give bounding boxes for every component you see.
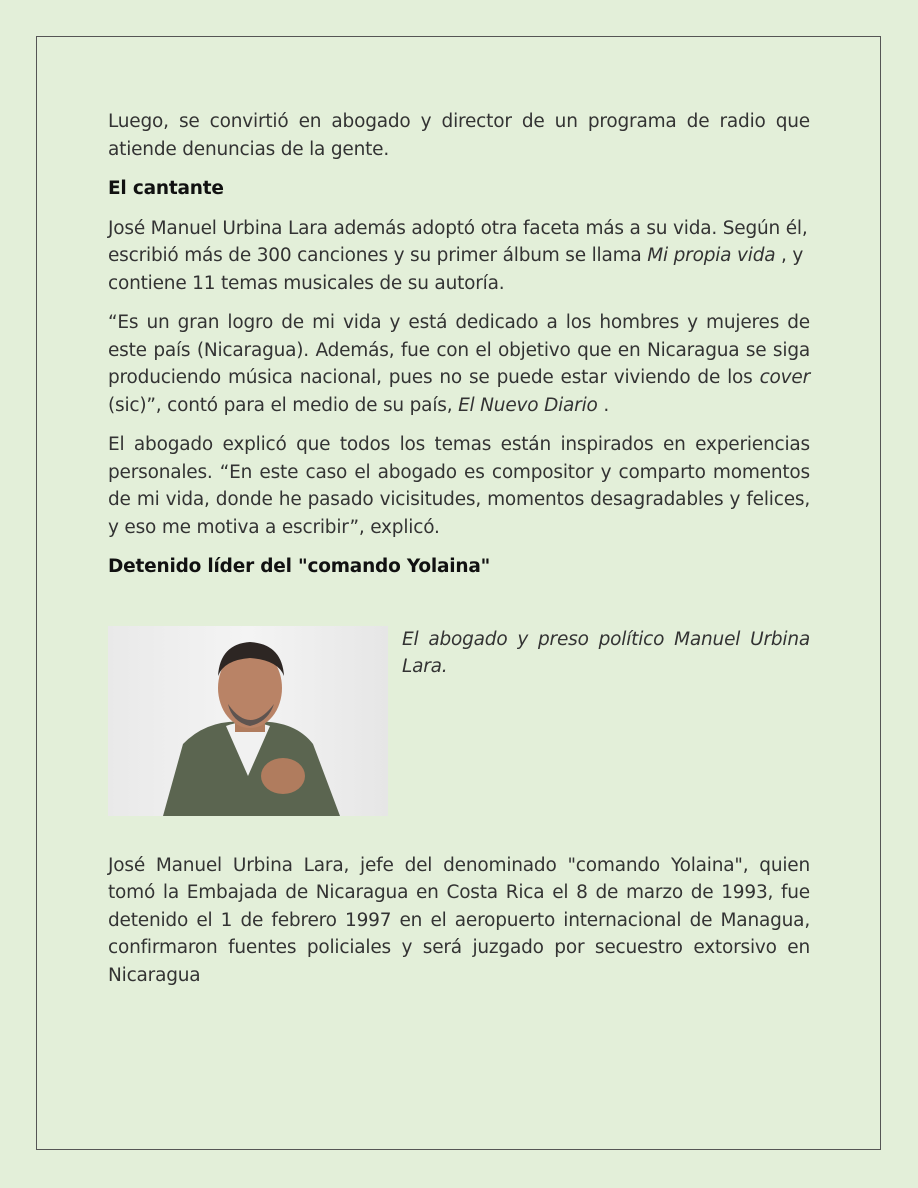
paragraph-quote-text-b: (sic)”, contó para el medio de su país, [108, 394, 459, 416]
section-heading-detenido: Detenido líder del "comando Yolaina" [108, 556, 491, 577]
portrait-photo [108, 626, 388, 816]
paragraph-intro: Luego, se convirtió en abogado y director de un programa de radio que atiende denuncias de la gente. [108, 111, 810, 160]
paragraph-inspiration: El abogado explicó que todos los temas están inspirados en experiencias personales. “En este caso el abogado es compositor y comparto momentos de mi vida, donde he pasado vicisitudes, momentos desagradables y felices, y eso me motiva a escribir”, explicó. [108, 434, 810, 538]
paragraph-album-text-b: , y contiene 11 temas musicales de su autoría. [108, 245, 804, 294]
document-body [108, 108, 810, 1001]
paragraph-quote [108, 309, 810, 419]
cover-term: cover [759, 367, 810, 388]
paragraph-album-text-a: José Manuel Urbina Lara además adoptó otra faceta más a su vida. Según él, escribió más de 300 canciones y su primer álbum se llama [108, 217, 808, 266]
newspaper-name: El Nuevo Diario [458, 394, 598, 416]
paragraph-quote-text-a: “Es un gran logro de mi vida y está dedicado a los hombres y mujeres de este país (Nicaragua). Además, fue con el objetivo que en Nicaragua se siga produciendo música nacional, pues no se puede estar viviendo de los [108, 312, 810, 388]
section-heading-cantante: El cantante [108, 178, 224, 199]
figure [108, 626, 810, 816]
album-title: Mi propia vida [647, 245, 776, 266]
paragraph-quote-text-c: . [597, 394, 610, 416]
portrait-illustration [108, 626, 388, 816]
photo-caption: El abogado y preso político Manuel Urbina Lara. [402, 628, 810, 677]
paragraph-album [108, 215, 810, 298]
paragraph-arrest: José Manuel Urbina Lara, jefe del denominado "comando Yolaina", quien tomó la Embajada de Nicaragua en Costa Rica el 8 de marzo de 1993, fue detenido el 1 de febrero 1997 en el aeropuerto internacional de Managua, confirmaron fuentes policiales y será juzgado por secuestro extorsivo en Nicaragua [108, 854, 810, 986]
